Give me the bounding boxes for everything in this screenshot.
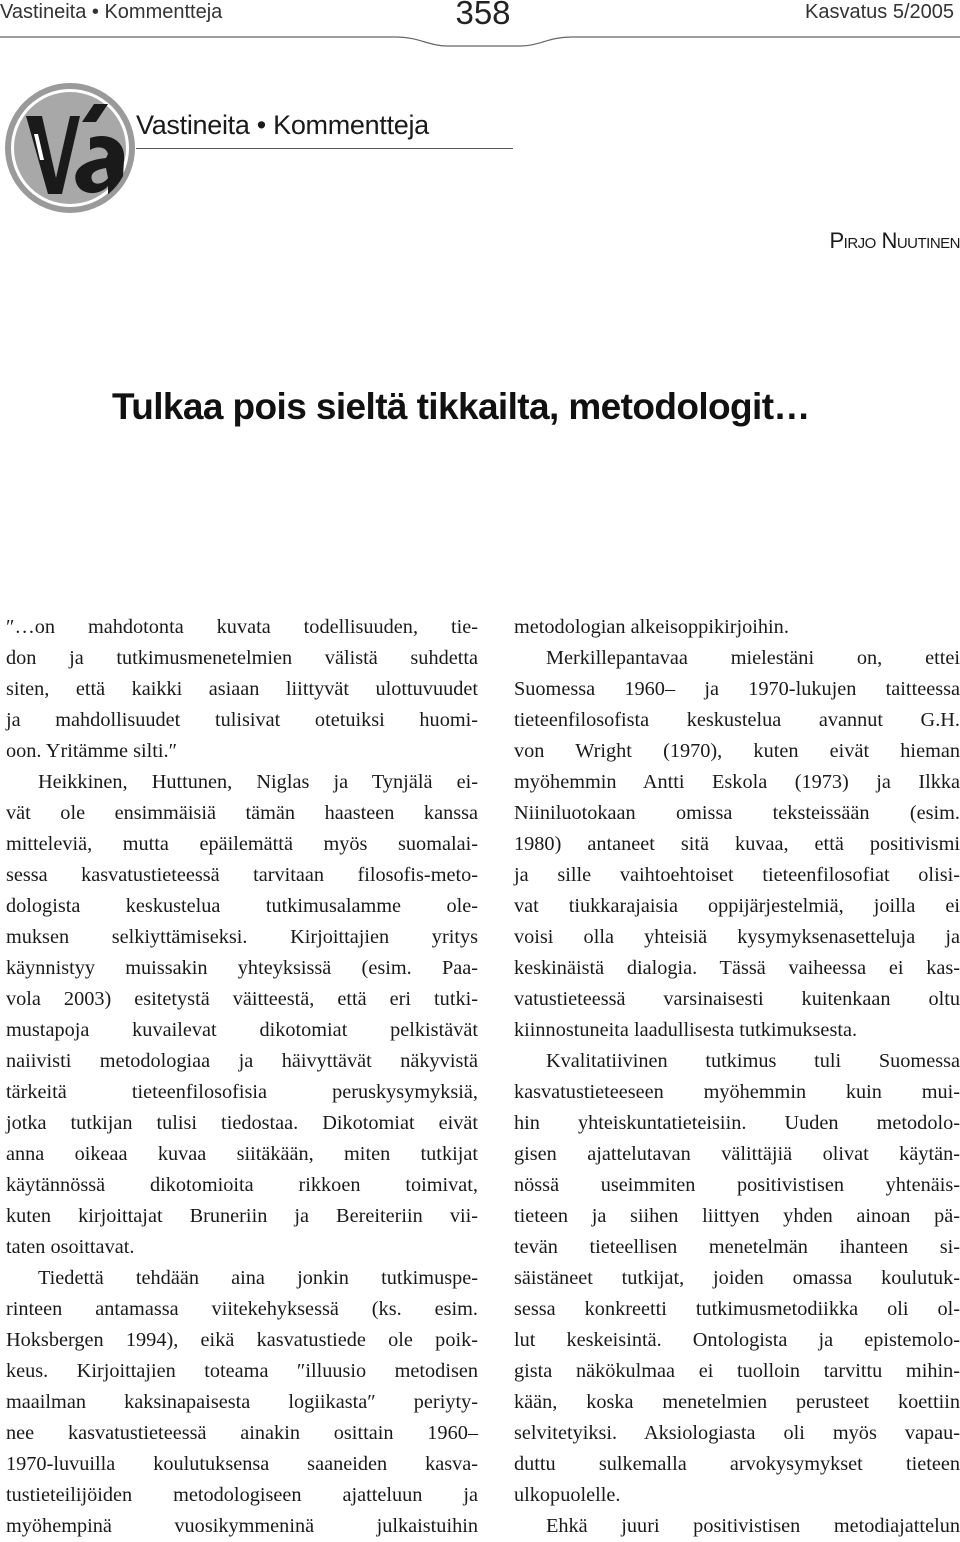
text-line: kuten kirjoittajat Bruneriin ja Bereiteriin vii- — [6, 1205, 478, 1227]
text-line: Tiedettä tehdään aina jonkin tutkimuspe- — [38, 1267, 478, 1289]
text-line: tieteen ja siihen liittyen yhden ainoan pä- — [514, 1205, 960, 1227]
text-line: myöhemmin Antti Eskola (1973) ja Ilkka — [514, 771, 960, 793]
text-line: ulkopuolelle. — [514, 1484, 621, 1506]
text-line: gisen ajattelutavan välittäjiä olivat käytän- — [514, 1143, 960, 1165]
text-line: Kvalitatiivinen tutkimus tuli Suomessa — [546, 1050, 960, 1072]
text-line: mitteleviä, mutta epäilemättä myös suomalai- — [6, 833, 478, 855]
text-line: tustieteilijöiden metodologiseen ajatteluun ja — [6, 1484, 478, 1506]
text-line: Ehkä juuri positivistisen metodiajattelun — [546, 1515, 960, 1537]
left-column — [6, 612, 478, 1542]
text-line: käynnistyy muissakin yhteyksissä (esim. Paa- — [6, 957, 478, 979]
text-line: Niiniluotokaan omissa teksteissään (esim. — [514, 802, 960, 824]
text-line: Suomessa 1960– ja 1970-lukujen taitteessa — [514, 678, 960, 700]
text-line: myöhempinä vuosikymmeninä julkaistuihin — [6, 1515, 478, 1537]
text-line: von Wright (1970), kuten eivät hieman — [514, 740, 960, 762]
text-line: metodologian alkeisoppikirjoihin. — [514, 616, 789, 638]
text-line: naiivisti metodologiaa ja häivyttävät näkyvistä — [6, 1050, 478, 1072]
text-line: vola 2003) esitetystä väitteestä, että eri tutki- — [6, 988, 478, 1010]
text-line: keus. Kirjoittajien toteama ″illuusio metodisen — [6, 1360, 478, 1382]
text-line: duttu sulkemalla arvokysymykset tieteen — [514, 1453, 960, 1475]
right-column — [514, 612, 960, 1542]
text-line: dologista keskustelua tutkimusalamme ole- — [6, 895, 478, 917]
text-line: gista näkökulmaa ei tuolloin tarvittu mihin- — [514, 1360, 960, 1382]
text-line: Merkillepantavaa mielestäni on, ettei — [546, 647, 960, 669]
text-line: tevän tieteellisen menetelmän ihanteen si- — [514, 1236, 960, 1258]
text-line: mustapoja kuvailevat dikotomiat pelkistävät — [6, 1019, 478, 1041]
text-line: taten osoittavat. — [6, 1236, 135, 1258]
text-line: voisi olla yhteisiä kysymyksenasetteluja ja — [514, 926, 960, 948]
text-line: oon. Yritämme silti.″ — [6, 740, 178, 762]
text-line: hin yhteiskuntatieteisiin. Uuden metodolo- — [514, 1112, 960, 1134]
text-line: selvitetyiksi. Aksiologiasta oli myös vapau- — [514, 1422, 960, 1444]
section-divider — [136, 148, 513, 149]
text-line: ja mahdollisuudet tulisivat otetuiksi huomi- — [6, 709, 478, 731]
running-header-left: Vastineita • Kommentteja — [0, 1, 223, 23]
section-title: Vastineita • Kommentteja — [136, 110, 429, 140]
text-line: ja sille vaihtoehtoiset tieteenfilosofiat olisi- — [514, 864, 960, 886]
text-line: anna oikeaa kuvaa siitäkään, miten tutkijat — [6, 1143, 478, 1165]
text-line: muksen selkiyttämiseksi. Kirjoittajien yritys — [6, 926, 478, 948]
text-line: sessa kasvatustieteessä tarvitaan filosofis-meto- — [6, 864, 478, 886]
text-line: maailman kaksinapaisesta logiikasta″ periyty- — [6, 1391, 478, 1413]
text-line: Heikkinen, Huttunen, Niglas ja Tynjälä ei- — [38, 771, 478, 793]
text-line: kiinnostuneita laadullisesta tutkimuksesta. — [514, 1019, 858, 1041]
article-author: Pirjo Nuutinen — [829, 228, 960, 253]
text-line: vatustieteessä varsinaisesti kuitenkaan oltu — [514, 988, 960, 1010]
text-line: 1980) antaneet sitä kuvaa, että positivismi — [514, 833, 960, 855]
text-line: rinteen antamassa viitekehyksessä (ks. esim. — [6, 1298, 478, 1320]
text-line: keskinäistä dialogia. Tässä vaiheessa ei kas- — [514, 957, 960, 979]
section-logo-icon — [4, 82, 136, 214]
text-line: kasvatustieteeseen myöhemmin kuin mui- — [514, 1081, 960, 1103]
running-header-right: Kasvatus 5/2005 — [805, 1, 954, 23]
text-line: nee kasvatustieteessä ainakin osittain 1960– — [6, 1422, 478, 1444]
text-line: vat tiukkarajaisia oppijärjestelmiä, joilla ei — [514, 895, 960, 917]
text-line: Hoksbergen 1994), eikä kasvatustiede ole poik- — [6, 1329, 478, 1351]
text-line: tieteenfilosofista keskustelua avannut G.H. — [514, 709, 960, 731]
text-line: nössä useimmiten positivistisen yhtenäis- — [514, 1174, 960, 1196]
text-line: 1970-luvuilla koulutuksensa saaneiden kasva- — [6, 1453, 478, 1475]
text-line: lut keskeisintä. Ontologista ja epistemolo- — [514, 1329, 960, 1351]
text-line: sessa konkreetti tutkimusmetodiikka oli ol- — [514, 1298, 960, 1320]
text-line: siten, että kaikki asiaan liittyvät ulottuvuudet — [6, 678, 478, 700]
text-line: don ja tutkimusmenetelmien välistä suhdetta — [6, 647, 478, 669]
text-line: tärkeitä tieteenfilosofisia peruskysymyksiä, — [6, 1081, 478, 1103]
text-line: käytännössä dikotomioita rikkoen toimivat, — [6, 1174, 478, 1196]
text-line: jotka tutkijan tulisi tiedostaa. Dikotomiat eivät — [6, 1112, 478, 1134]
page-number: 358 — [455, 0, 511, 31]
text-line: vät ole ensimmäisiä tämän haasteen kanssa — [6, 802, 478, 824]
text-line: ″…on mahdotonta kuvata todellisuuden, tie- — [6, 616, 478, 638]
text-line: säistäneet tutkijat, joiden omassa koulutuk- — [514, 1267, 960, 1289]
text-line: kään, koska menetelmien perusteet koettiin — [514, 1391, 960, 1413]
article-title: Tulkaa pois sieltä tikkailta, metodologit… — [112, 386, 810, 427]
